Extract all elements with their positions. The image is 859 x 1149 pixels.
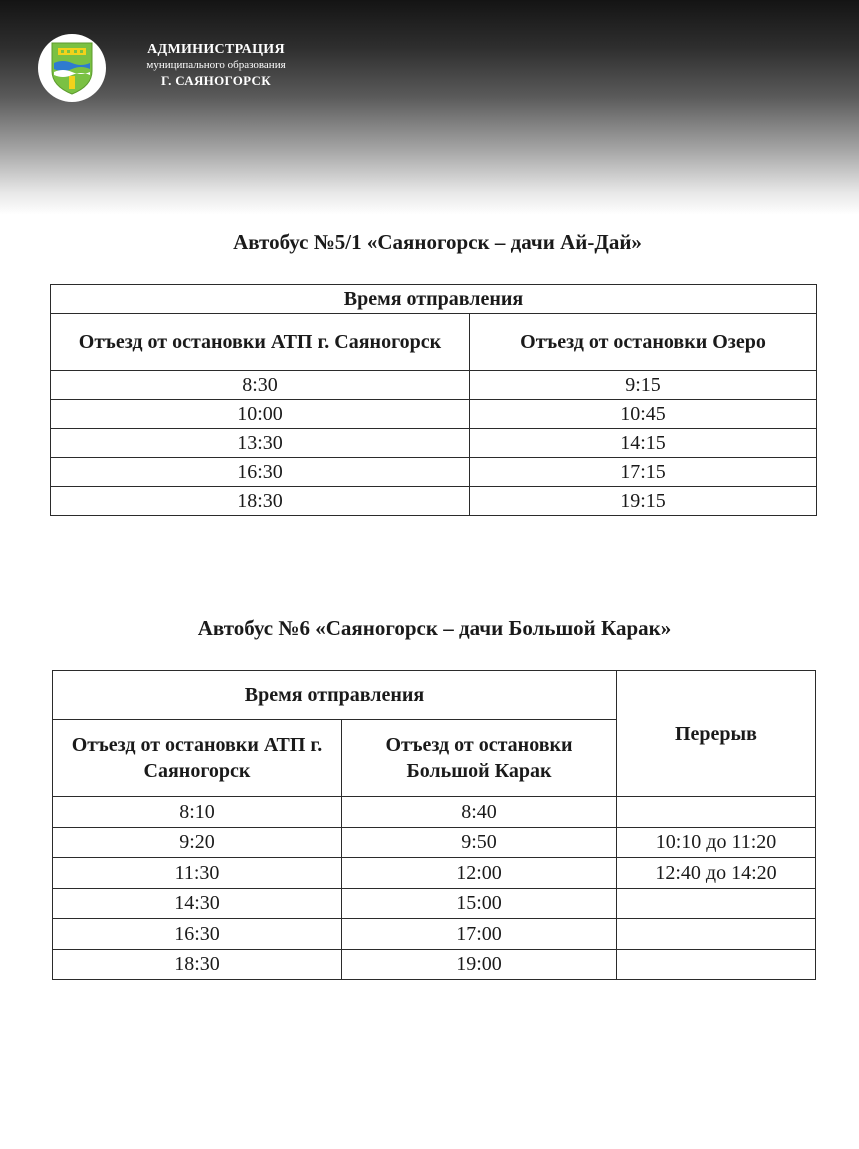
schedule2-caption: Время отправления <box>53 671 617 720</box>
table-cell: 14:30 <box>53 888 342 919</box>
table-cell <box>617 888 816 919</box>
table-cell: 12:00 <box>342 858 617 889</box>
header-banner <box>0 0 859 215</box>
table-cell: 11:30 <box>53 858 342 889</box>
table-cell: 10:00 <box>51 400 470 429</box>
org-line-3: Г. САЯНОГОРСК <box>161 73 271 88</box>
coat-of-arms-icon <box>49 41 95 95</box>
table-cell <box>617 797 816 828</box>
table-row <box>51 400 817 429</box>
schedule2-break-header <box>617 671 816 797</box>
org-line-1: АДМИНИСТРАЦИЯ <box>147 42 285 57</box>
table-cell: 8:10 <box>53 797 342 828</box>
logo <box>38 34 106 102</box>
table-row <box>51 371 817 400</box>
table-cell: 14:15 <box>470 429 817 458</box>
table-cell: 17:15 <box>470 458 817 487</box>
table-cell: 9:50 <box>342 827 617 858</box>
schedule2-table <box>52 670 816 980</box>
table-cell: 18:30 <box>51 487 470 516</box>
table-cell: 17:00 <box>342 919 617 950</box>
table-row <box>53 858 816 889</box>
schedule1-col2-header: Отъезд от остановки Озеро <box>470 314 817 371</box>
table-row <box>51 487 817 516</box>
table-cell: 10:10 до 11:20 <box>617 827 816 858</box>
table-row <box>53 827 816 858</box>
table-row <box>53 888 816 919</box>
schedule2-col1-header: Отъезд от остановки АТП г. Саяногорск <box>53 720 342 797</box>
table-cell: 19:00 <box>342 949 617 980</box>
table-cell: 9:20 <box>53 827 342 858</box>
table-cell: 16:30 <box>53 919 342 950</box>
table-cell <box>617 949 816 980</box>
schedule1-table <box>50 284 817 516</box>
schedule1-title: Автобус №5/1 «Саяногорск – дачи Ай-Дай» <box>233 230 642 254</box>
break-header-label: Перерыв <box>675 722 757 745</box>
table-cell: 19:15 <box>470 487 817 516</box>
table-cell: 8:40 <box>342 797 617 828</box>
table-row <box>51 458 817 487</box>
table-row <box>53 919 816 950</box>
table-cell: 15:00 <box>342 888 617 919</box>
table-cell: 8:30 <box>51 371 470 400</box>
schedule1-caption: Время отправления <box>51 285 817 314</box>
table-cell: 12:40 до 14:20 <box>617 858 816 889</box>
schedule2-col2-header: Отъезд от остановки Большой Карак <box>342 720 617 797</box>
table-row <box>51 429 817 458</box>
schedule2-title: Автобус №6 «Саяногорск – дачи Большой Карак» <box>197 616 672 640</box>
org-line-2: муниципального образования <box>146 59 286 71</box>
organization-name <box>118 41 314 90</box>
table-cell: 10:45 <box>470 400 817 429</box>
table-cell <box>617 919 816 950</box>
table-cell: 16:30 <box>51 458 470 487</box>
schedule1-col1-header: Отъезд от остановки АТП г. Саяногорск <box>51 314 470 371</box>
table-cell: 18:30 <box>53 949 342 980</box>
table-cell: 9:15 <box>470 371 817 400</box>
table-row <box>53 949 816 980</box>
table-row <box>53 797 816 828</box>
table-cell: 13:30 <box>51 429 470 458</box>
